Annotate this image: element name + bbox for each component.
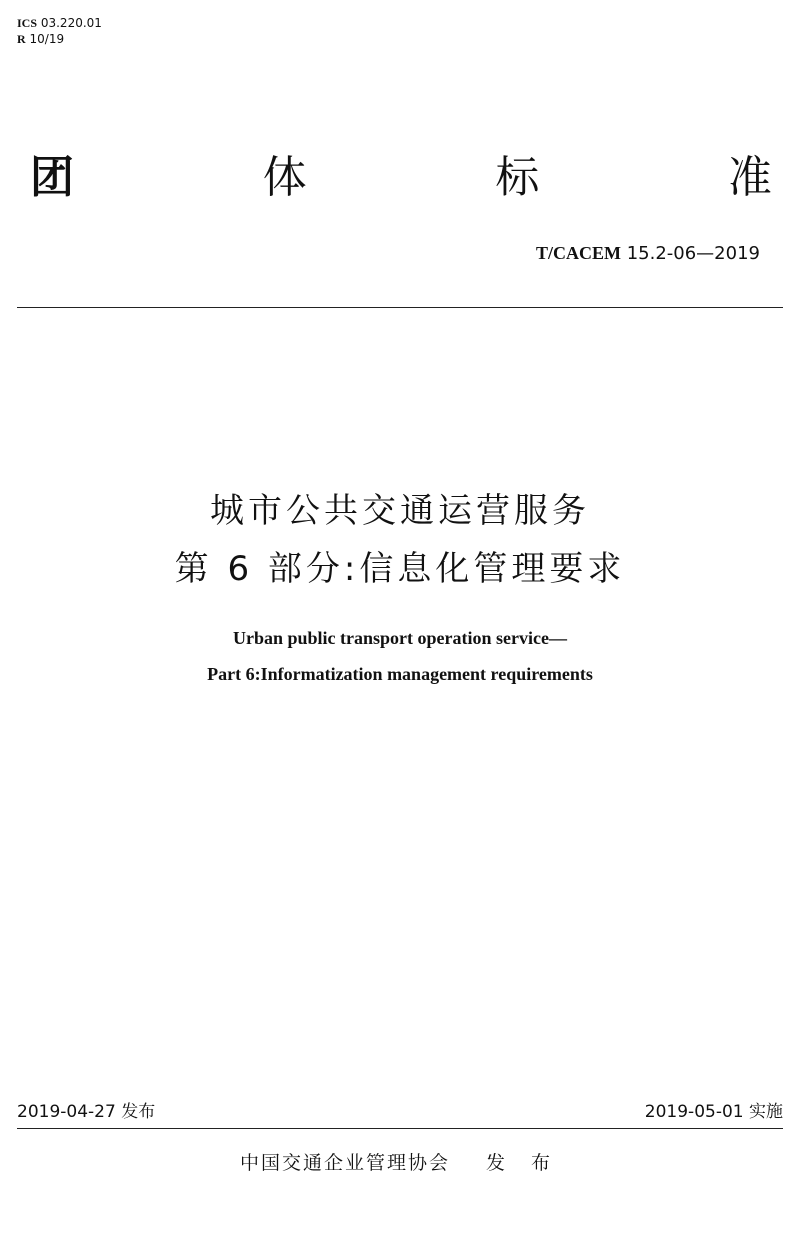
title-zh-line1: 城市公共交通运营服务 bbox=[210, 491, 590, 531]
category-line bbox=[17, 31, 102, 47]
standard-type-char: 准 bbox=[727, 152, 772, 203]
category-label: R bbox=[17, 32, 26, 46]
publisher-suffix: 发 布 bbox=[486, 1152, 561, 1174]
standard-code bbox=[536, 240, 760, 267]
title-zh-line2: 第 6 部分:信息化管理要求 bbox=[174, 549, 626, 589]
ics-value: 03.220.01 bbox=[40, 16, 102, 30]
standard-code-number: 15.2-06—2019 bbox=[626, 243, 760, 264]
category-value: 10/19 bbox=[29, 32, 65, 46]
standard-type-char: 标 bbox=[495, 152, 540, 203]
title-en-line2: Part 6:Informatization management requirements bbox=[207, 664, 593, 684]
standard-type-char: 团 bbox=[30, 152, 74, 203]
title-en-line1: Urban public transport operation service— bbox=[233, 628, 567, 648]
standard-type-char: 体 bbox=[262, 152, 307, 203]
implement-date: 2019-05-01 实施 bbox=[644, 1102, 783, 1122]
bottom-divider bbox=[17, 1128, 783, 1129]
publisher-name: 中国交通企业管理协会 bbox=[239, 1152, 450, 1174]
standard-type-heading bbox=[30, 148, 772, 208]
classification-block bbox=[17, 15, 102, 47]
publish-date: 2019-04-27 发布 bbox=[17, 1102, 156, 1122]
standard-code-prefix: T/CACEM bbox=[535, 243, 621, 263]
ics-line bbox=[17, 15, 102, 31]
ics-label: ICS bbox=[17, 16, 38, 30]
top-divider bbox=[17, 307, 783, 308]
publisher-line bbox=[0, 1149, 800, 1177]
